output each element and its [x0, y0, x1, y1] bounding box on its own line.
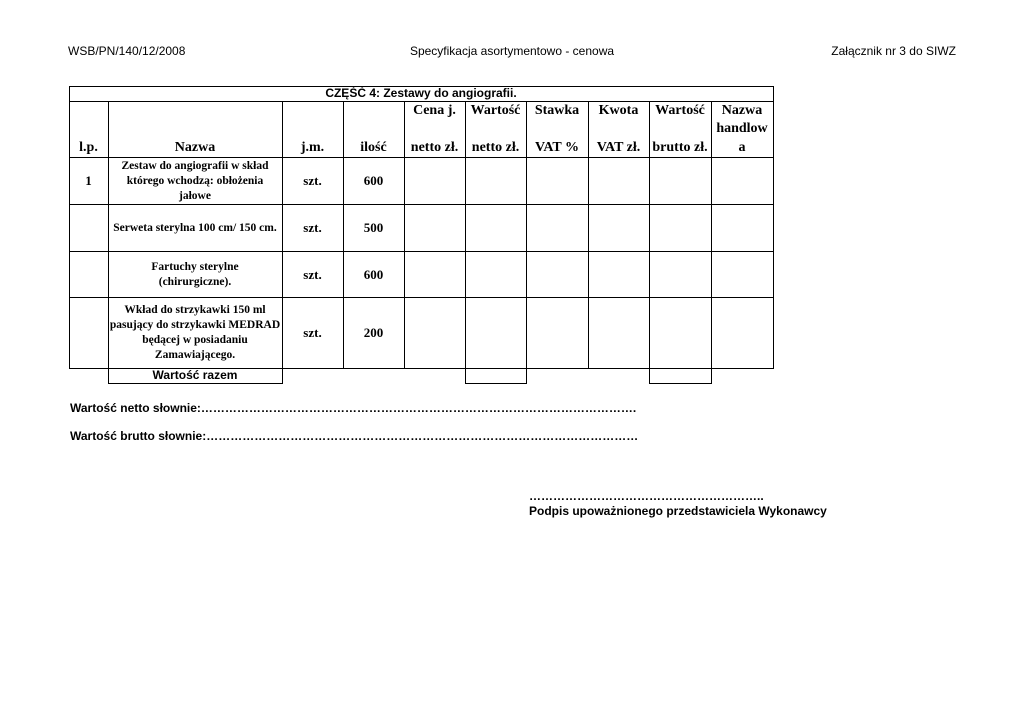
col-header-wartosc-brutto-bottom: brutto zł. [652, 140, 708, 155]
col-header-wartosc-netto-bottom: netto zł. [471, 140, 520, 155]
col-header-ilosc: ilość [360, 140, 387, 155]
row-jm: szt. [303, 325, 322, 340]
row-nazwa: Fartuchy sterylne (chirurgiczne). [151, 260, 239, 288]
row-ilosc: 600 [363, 266, 384, 282]
row-ilosc: 500 [363, 220, 384, 235]
grid-line [108, 383, 283, 384]
col-header-stawka-top: Stawka [534, 103, 580, 118]
row-jm: szt. [303, 173, 322, 188]
table-title: CZĘŚĆ 4: Zestawy do angiografii. [325, 86, 517, 100]
grid-line [465, 383, 527, 384]
col-header-nazwa-handlowa-2: handlow [716, 121, 768, 136]
col-header-cena-top: Cena j. [413, 103, 456, 118]
document-reference: WSB/PN/140/12/2008 [68, 44, 186, 58]
attachment-label: Załącznik nr 3 do SIWZ [831, 44, 956, 58]
grid-line [773, 86, 774, 369]
row-lp [69, 205, 108, 251]
brutto-words-line: Wartość brutto słownie:……………………………………………………………………………………………… [70, 429, 639, 443]
col-header-nazwa: Nazwa [174, 140, 216, 155]
col-header-nazwa-handlowa-3: a [738, 140, 746, 155]
row-ilosc: 200 [363, 325, 384, 340]
col-header-jm: j.m. [300, 140, 325, 155]
col-header-lp: l.p. [79, 140, 98, 155]
netto-words-line: Wartość netto słownie:………………………………………………………………………………………………. [70, 401, 637, 415]
document-title: Specyfikacja asortymentowo - cenowa [409, 44, 615, 58]
row-lp [69, 298, 108, 368]
col-header-kwota-top: Kwota [598, 103, 639, 118]
row-jm: szt. [303, 220, 322, 235]
col-header-nazwa-handlowa-1: Nazwa [721, 103, 763, 118]
signature-dots: ………………………………………………….. [529, 489, 764, 503]
col-header-kwota-bottom: VAT zł. [596, 140, 641, 155]
grid-line [649, 383, 711, 384]
row-nazwa: Wkład do strzykawki 150 ml pasujący do strzykawki MEDRAD będącej w posiadaniu Zamawiającego. [109, 304, 281, 361]
col-header-cena-bottom: netto zł. [410, 140, 459, 155]
row-lp: 1 [85, 173, 92, 188]
row-lp [69, 252, 108, 297]
signature-label: Podpis upoważnionego przedstawiciela Wykonawcy [529, 504, 827, 518]
col-header-stawka-bottom: VAT % [535, 140, 579, 155]
col-header-wartosc-netto-top: Wartość [470, 103, 521, 118]
row-nazwa: Serweta sterylna 100 cm/ 150 cm. [113, 221, 277, 234]
row-ilosc: 600 [363, 173, 384, 188]
col-header-wartosc-brutto-top: Wartość [655, 103, 705, 118]
row-jm: szt. [303, 266, 322, 282]
row-nazwa: Zestaw do angiografii w skład którego wchodzą: obłożenia jałowe [121, 159, 269, 202]
total-label: Wartość razem [152, 368, 238, 382]
